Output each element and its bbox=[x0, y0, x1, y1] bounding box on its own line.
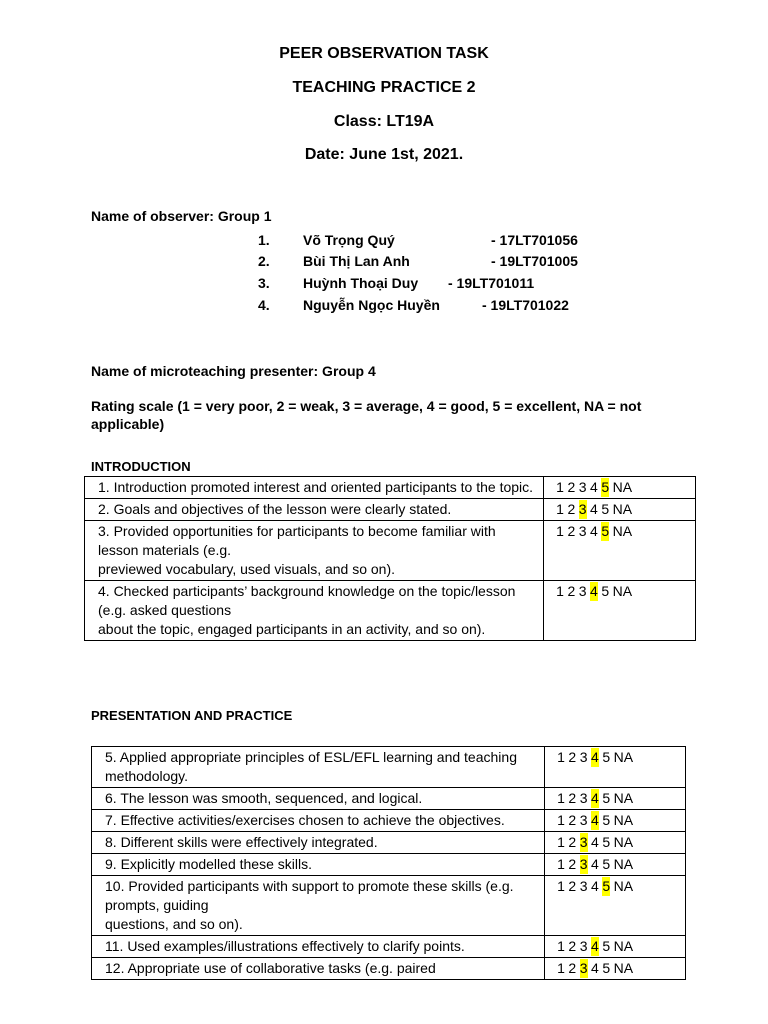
rating-option: NA bbox=[613, 960, 634, 976]
rating-option: 3 bbox=[578, 583, 587, 599]
rating-option: NA bbox=[612, 583, 633, 599]
introduction-table bbox=[84, 476, 696, 641]
presentation-table bbox=[91, 746, 686, 980]
rating-option-selected: 4 bbox=[591, 812, 599, 828]
rating-option: 2 bbox=[567, 501, 576, 517]
rating-option: 5 bbox=[602, 790, 611, 806]
rating-option: 1 bbox=[556, 523, 564, 539]
criterion-text: 10. Provided participants with support to promote these skills (e.g. prompts, guiding questions, and so on). bbox=[92, 876, 545, 936]
rating-option: 2 bbox=[567, 479, 576, 495]
rating-option-selected: 4 bbox=[591, 790, 599, 806]
criterion-row bbox=[92, 958, 686, 980]
rating-option: NA bbox=[613, 856, 634, 872]
rating-option: 2 bbox=[568, 856, 577, 872]
form-title: PEER OBSERVATION TASK bbox=[279, 45, 489, 62]
rating-option: 2 bbox=[568, 878, 577, 894]
rating-option: 1 bbox=[557, 834, 565, 850]
rating-option-selected: 5 bbox=[602, 878, 611, 894]
rating-option: NA bbox=[612, 501, 633, 517]
rating-option-selected: 4 bbox=[591, 749, 599, 765]
rating-option: 2 bbox=[568, 834, 577, 850]
rating-scale-options bbox=[545, 832, 686, 854]
rating-option: 4 bbox=[590, 479, 598, 495]
rating-option: 1 bbox=[557, 878, 565, 894]
criterion-row bbox=[92, 832, 686, 854]
rating-option: 5 bbox=[601, 501, 610, 517]
rating-option: 5 bbox=[601, 583, 610, 599]
criterion-text: 3. Provided opportunities for participants to become familiar with lesson materials (e.g. previewed vocabulary, used visuals, and so on). bbox=[85, 521, 544, 581]
rating-option: 2 bbox=[567, 583, 576, 599]
rating-option: 4 bbox=[591, 834, 599, 850]
criterion-row bbox=[92, 936, 686, 958]
criterion-row bbox=[85, 499, 696, 521]
rating-option: NA bbox=[613, 749, 634, 765]
rating-option: 3 bbox=[579, 812, 588, 828]
rating-option: 3 bbox=[578, 479, 587, 495]
rating-option: 4 bbox=[591, 960, 599, 976]
criterion-text: 4. Checked participants’ background knowledge on the topic/lesson (e.g. asked questions about the topic, engaged participants in an activity, and so on). bbox=[85, 581, 544, 641]
section-introduction-title: INTRODUCTION bbox=[91, 459, 191, 474]
course-title: TEACHING PRACTICE 2 bbox=[292, 79, 476, 96]
rating-scale-options bbox=[545, 810, 686, 832]
rating-option: 1 bbox=[557, 812, 565, 828]
rating-option-selected: 4 bbox=[590, 583, 598, 599]
criterion-row bbox=[92, 788, 686, 810]
rating-option-selected: 3 bbox=[579, 834, 588, 850]
rating-option: NA bbox=[612, 523, 633, 539]
rating-option: 2 bbox=[568, 938, 577, 954]
rating-option: 4 bbox=[591, 878, 599, 894]
rating-option: 4 bbox=[590, 523, 598, 539]
criterion-text: 11. Used examples/illustrations effectively to clarify points. bbox=[92, 936, 545, 958]
rating-option: 2 bbox=[568, 812, 577, 828]
rating-option: 3 bbox=[579, 790, 588, 806]
criterion-text: 2. Goals and objectives of the lesson were clearly stated. bbox=[85, 499, 544, 521]
rating-scale-options bbox=[544, 499, 696, 521]
rating-option: 1 bbox=[557, 960, 565, 976]
rating-option-selected: 4 bbox=[591, 938, 599, 954]
rating-option: 5 bbox=[602, 812, 611, 828]
rating-option: 2 bbox=[567, 523, 576, 539]
criterion-text: 8. Different skills were effectively integrated. bbox=[92, 832, 545, 854]
criterion-row bbox=[92, 854, 686, 876]
rating-option: 1 bbox=[556, 479, 564, 495]
criterion-text: 12. Appropriate use of collaborative tasks (e.g. paired bbox=[92, 958, 545, 980]
rating-option: 1 bbox=[556, 583, 564, 599]
rating-option-selected: 3 bbox=[579, 856, 588, 872]
rating-option: 1 bbox=[557, 790, 565, 806]
rating-option: NA bbox=[613, 812, 634, 828]
rating-option: 5 bbox=[602, 960, 611, 976]
rating-scale-options bbox=[545, 747, 686, 788]
rating-option: NA bbox=[613, 834, 634, 850]
criterion-row bbox=[85, 581, 696, 641]
rating-scale-options bbox=[544, 521, 696, 581]
rating-option: 5 bbox=[602, 856, 611, 872]
rating-option-selected: 5 bbox=[601, 523, 610, 539]
rating-option: 4 bbox=[590, 501, 598, 517]
observer-member: 3. Huỳnh Thoại Duy - 19LT701011 bbox=[258, 275, 535, 291]
rating-option-selected: 3 bbox=[579, 960, 588, 976]
criterion-row bbox=[85, 521, 696, 581]
rating-option: 4 bbox=[591, 856, 599, 872]
rating-scale-options bbox=[545, 876, 686, 936]
observer-member: 1. Võ Trọng Quý - 17LT701056 bbox=[258, 232, 578, 248]
rating-option: NA bbox=[613, 938, 634, 954]
criterion-text: 9. Explicitly modelled these skills. bbox=[92, 854, 545, 876]
section-presentation-title: PRESENTATION AND PRACTICE bbox=[91, 708, 293, 723]
rating-option-selected: 3 bbox=[578, 501, 587, 517]
rating-option: 1 bbox=[557, 856, 565, 872]
rating-option: 1 bbox=[556, 501, 564, 517]
rating-scale-options bbox=[544, 581, 696, 641]
rating-scale-options bbox=[544, 477, 696, 499]
rating-scale: Rating scale (1 = very poor, 2 = weak, 3 = average, 4 = good, 5 = excellent, NA = not applicable) bbox=[91, 398, 642, 432]
rating-option: 3 bbox=[579, 938, 588, 954]
rating-option: 2 bbox=[568, 960, 577, 976]
rating-option: 3 bbox=[579, 749, 588, 765]
criterion-row bbox=[92, 876, 686, 936]
criterion-row bbox=[92, 810, 686, 832]
observer-label: Name of observer: Group 1 bbox=[91, 208, 272, 224]
criterion-text: 6. The lesson was smooth, sequenced, and logical. bbox=[92, 788, 545, 810]
criterion-text: 5. Applied appropriate principles of ESL/EFL learning and teaching methodology. bbox=[92, 747, 545, 788]
rating-scale-options bbox=[545, 854, 686, 876]
rating-option: 2 bbox=[568, 749, 577, 765]
rating-scale-options bbox=[545, 958, 686, 980]
rating-option-selected: 5 bbox=[601, 479, 610, 495]
rating-option: 2 bbox=[568, 790, 577, 806]
rating-option: 5 bbox=[602, 749, 611, 765]
rating-option: 5 bbox=[602, 834, 611, 850]
criterion-text: 1. Introduction promoted interest and oriented participants to the topic. bbox=[85, 477, 544, 499]
rating-option: 3 bbox=[579, 878, 588, 894]
observer-member: 2. Bùi Thị Lan Anh - 19LT701005 bbox=[258, 253, 578, 269]
criterion-row bbox=[85, 477, 696, 499]
rating-option: NA bbox=[613, 878, 634, 894]
rating-option: 3 bbox=[578, 523, 587, 539]
rating-option: 1 bbox=[557, 938, 565, 954]
presenter-label: Name of microteaching presenter: Group 4 bbox=[91, 363, 376, 379]
rating-scale-options bbox=[545, 788, 686, 810]
date-label: Date: June 1st, 2021. bbox=[304, 146, 464, 163]
rating-option: NA bbox=[613, 790, 634, 806]
rating-option: 5 bbox=[602, 938, 611, 954]
criterion-row bbox=[92, 747, 686, 788]
criterion-text: 7. Effective activities/exercises chosen to achieve the objectives. bbox=[92, 810, 545, 832]
rating-scale-options bbox=[545, 936, 686, 958]
class-label: Class: LT19A bbox=[333, 113, 435, 130]
rating-option: 1 bbox=[557, 749, 565, 765]
rating-option: NA bbox=[612, 479, 633, 495]
observer-member: 4. Nguyễn Ngọc Huyền - 19LT701022 bbox=[258, 297, 569, 313]
